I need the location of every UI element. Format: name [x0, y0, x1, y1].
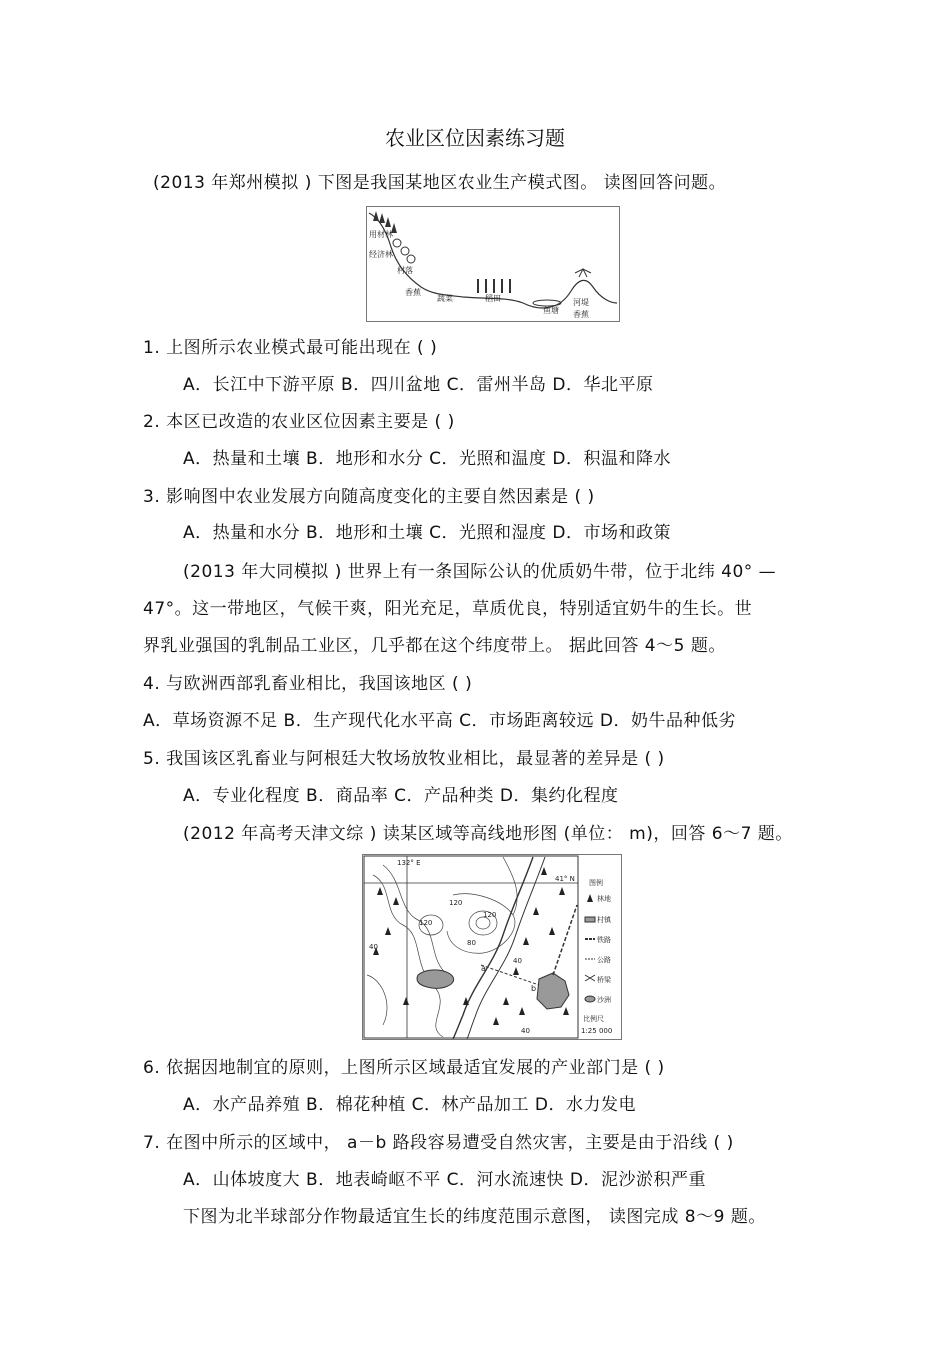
q7-stem: 7. 在图中所示的区域中， a－b 路段容易遭受自然灾害，主要是由于沿线 ( )	[143, 1133, 734, 1153]
q4-options: A．草场资源不足 B．生产现代化水平高 C．市场距离较远 D．奶牛品种低劣	[143, 711, 736, 731]
q1-options: A．长江中下游平原 B．四川盆地 C．雷州半岛 D．华北平原	[183, 375, 654, 395]
contour-label: 120	[449, 899, 463, 907]
latitude-label: 41° N	[555, 875, 575, 883]
label-economic-forest: 经济林	[369, 250, 393, 259]
legend-railway: 铁路	[597, 936, 611, 944]
agriculture-model-figure	[366, 206, 620, 322]
legend-town: 村镇	[597, 916, 611, 924]
legend-bridge-icon	[585, 975, 595, 981]
q2-options: A．热量和土壤 B．地形和水分 C．光照和温度 D．积温和降水	[183, 449, 671, 469]
q5-options: A．专业化程度 B．商品率 C．产品种类 D．集约化程度	[183, 786, 619, 806]
contour-map-figure	[362, 854, 622, 1040]
contour-label: 80	[467, 939, 476, 947]
legend-bridge: 桥梁	[597, 976, 611, 984]
label-vegetables: 蔬菜	[437, 294, 453, 303]
legend-forest: 林地	[597, 895, 611, 903]
q3-stem: 3. 影响图中农业发展方向随高度变化的主要自然因素是 ( )	[143, 487, 595, 507]
legend-road: 公路	[597, 956, 611, 964]
q7-options: A．山体坡度大 B．地表崎岖不平 C．河水流速快 D．泥沙淤积严重	[183, 1170, 706, 1190]
scale-value: 1:25 000	[581, 1027, 613, 1035]
legend-sandbar-icon	[585, 996, 595, 1002]
longitude-label: 132° E	[397, 859, 421, 867]
contour-label: 40	[369, 943, 378, 951]
label-rice-field: 稻田	[485, 294, 501, 303]
label-timber-forest: 用材林	[369, 230, 393, 239]
intro-paragraph-2-line2: 47°。这一带地区，气候干爽，阳光充足，草质优良，特别适宜奶牛的生长。世	[143, 599, 753, 619]
contour-label: 40	[521, 1027, 530, 1035]
point-a-label: a	[481, 964, 486, 973]
point-b-label: b	[531, 984, 537, 993]
label-river-bank: 河堤	[573, 298, 589, 307]
legend-sandbar: 沙洲	[597, 996, 611, 1004]
label-banana-left: 香蕉	[405, 288, 421, 297]
q2-stem: 2. 本区已改造的农业区位因素主要是 ( )	[143, 412, 455, 432]
label-village: 村落	[397, 266, 413, 275]
sandbar-icon	[417, 970, 454, 988]
intro-paragraph-3: (2012 年高考天津文综 ) 读某区域等高线地形图 (单位： m)，回答 6～7 题。	[183, 824, 793, 844]
legend-town-icon	[585, 917, 595, 922]
q3-options: A．热量和水分 B．地形和土壤 C．光照和湿度 D．市场和政策	[183, 523, 671, 543]
intro-paragraph-2-line1: (2013 年大同模拟 ) 世界上有一条国际公认的优质奶牛带，位于北纬 40° —	[183, 562, 777, 582]
q5-stem: 5. 我国该区乳畜业与阿根廷大牧场放牧业相比，最显著的差异是 ( )	[143, 749, 665, 769]
q6-options: A．水产品养殖 B．棉花种植 C．林产品加工 D．水力发电	[183, 1095, 636, 1115]
contour-label: 120	[419, 919, 433, 927]
scale-title: 比例尺	[583, 1015, 604, 1023]
label-fish-pond: 鱼塘	[543, 306, 559, 315]
intro-paragraph-4: 下图为北半球部分作物最适宜生长的纬度范围示意图， 读图完成 8～9 题。	[183, 1207, 766, 1227]
contour-label: 120	[483, 911, 497, 919]
legend-title: 图例	[589, 879, 603, 887]
q4-stem: 4. 与欧洲西部乳畜业相比，我国该地区 ( )	[143, 674, 473, 694]
label-banana-right: 香蕉	[573, 310, 589, 319]
banana-tree-icon	[575, 269, 591, 277]
contour-label: 40	[513, 957, 522, 965]
intro-paragraph-2-line3: 界乳业强国的乳制品工业区，几乎都在这个纬度带上。 据此回答 4～5 题。	[143, 636, 726, 656]
legend-forest-icon	[587, 894, 593, 902]
intro-paragraph-1: (2013 年郑州模拟 ) 下图是我国某地区农业生产模式图。 读图回答问题。	[153, 173, 727, 193]
map-legend	[581, 878, 612, 1035]
page-title: 农业区位因素练习题	[385, 126, 565, 150]
rice-field-icon	[477, 279, 511, 293]
q1-stem: 1. 上图所示农业模式最可能出现在 ( )	[143, 338, 438, 358]
q6-stem: 6. 依据因地制宜的原则，上图所示区域最适宜发展的产业部门是 ( )	[143, 1058, 665, 1078]
